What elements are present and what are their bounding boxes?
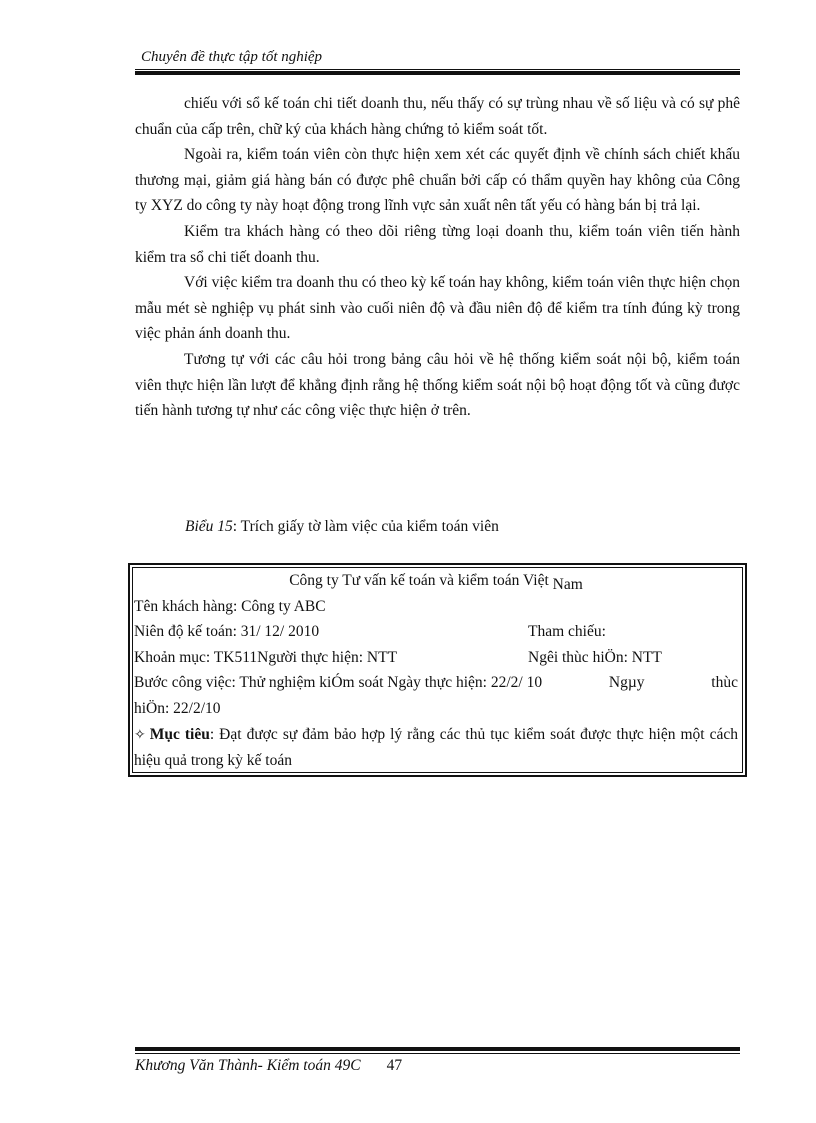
paragraph-4: Với việc kiểm tra doanh thu có theo kỳ kế toán hay không, kiểm toán viên thực hiện chọn mẫu mét sè nghiệp vụ phát sinh vào cuối niên độ và đầu niên độ để kiểm tra tính đúng kỳ trong việc phản ánh doanh thu.	[135, 274, 740, 343]
footer-rule-thin	[135, 1053, 740, 1054]
reviewer: Ngêi thùc hiÖn: NTT	[528, 648, 662, 666]
page-footer	[135, 1057, 402, 1075]
footer-rule-thick	[135, 1047, 740, 1051]
company-name-last: Nam	[552, 576, 583, 593]
client-line: Tên khách hàng: Công ty ABC	[134, 597, 326, 615]
figure-caption	[185, 518, 499, 536]
body-text	[135, 91, 740, 424]
page-number: 47	[386, 1057, 403, 1074]
fiscal-year: Niên độ kế toán: 31/ 12/ 2010	[134, 623, 320, 641]
company-name-main: Công ty Tư vấn kế toán và kiểm toán Việt	[289, 572, 549, 589]
page-header-title: Chuyên đề thực tập tốt nghiệp	[141, 49, 323, 65]
step-date-word-1: Ngµy	[608, 674, 645, 692]
paragraph-3: Kiểm tra khách hàng có theo dõi riêng từng loại doanh thu, kiểm toán viên tiến hành kiểm tra sổ chi tiết doanh thu.	[135, 222, 740, 266]
account: Khoản mục: TK511Người thực hiện: NTT	[134, 648, 398, 666]
paragraph-5: Tương tự với các câu hỏi trong bảng câu hỏi về hệ thống kiểm soát nội bộ, kiểm toán viên thực hiện lần lượt để khẳng định rằng hệ thống kiểm soát nội bộ hoạt động tốt và cũng được tiến hành tương tự như các công việc thực hiện ở trên.	[135, 350, 740, 420]
paragraph-1: chiếu với sổ kế toán chi tiết doanh thu, nếu thấy có sự trùng nhau về số liệu và có sự phê chuẩn của cấp trên, chữ ký của khách hàng chứng tỏ kiểm soát tốt.	[135, 95, 740, 138]
header-rule-thick	[135, 71, 740, 75]
paragraph-2: Ngoài ra, kiểm toán viên còn thực hiện xem xét các quyết định về chính sách chiết khấu thương mại, giảm giá hàng bán có được phê chuẩn bởi cấp có thẩm quyền hay không của Công ty XYZ do công ty này hoạt động trong lĩnh vực sản xuất nên tất yếu có hàng bán bị trả lại.	[135, 146, 740, 215]
step-line	[134, 670, 738, 696]
objective	[134, 722, 738, 774]
step-date-word-2: thùc	[711, 674, 738, 692]
footer-author: Khương Văn Thành- Kiểm toán 49C	[135, 1057, 361, 1074]
caption-label: Biểu 15	[185, 518, 233, 535]
caption-text: : Trích giấy tờ làm việc của kiểm toán viên	[232, 518, 499, 535]
reference-label: Tham chiếu:	[528, 623, 606, 641]
objective-text: : Đạt được sự đảm bảo hợp lý rằng các thủ tục kiểm soát được thực hiện một cách hiệu quả trong kỳ kế toán	[134, 725, 738, 770]
company-name	[134, 568, 738, 594]
step-text: Bước công việc: Thử nghiệm kiÓm soát Ngày thực hiện: 22/2/ 10	[134, 674, 543, 692]
fiscal-year-line	[134, 619, 738, 645]
objective-label: Mục tiêu	[149, 725, 210, 743]
diamond-bullet-icon: ✧	[134, 727, 146, 743]
step-continuation: hiÖn: 22/2/10	[134, 699, 221, 717]
header-rule-thin	[135, 69, 740, 70]
account-line	[134, 645, 738, 671]
working-paper-content	[134, 568, 738, 774]
